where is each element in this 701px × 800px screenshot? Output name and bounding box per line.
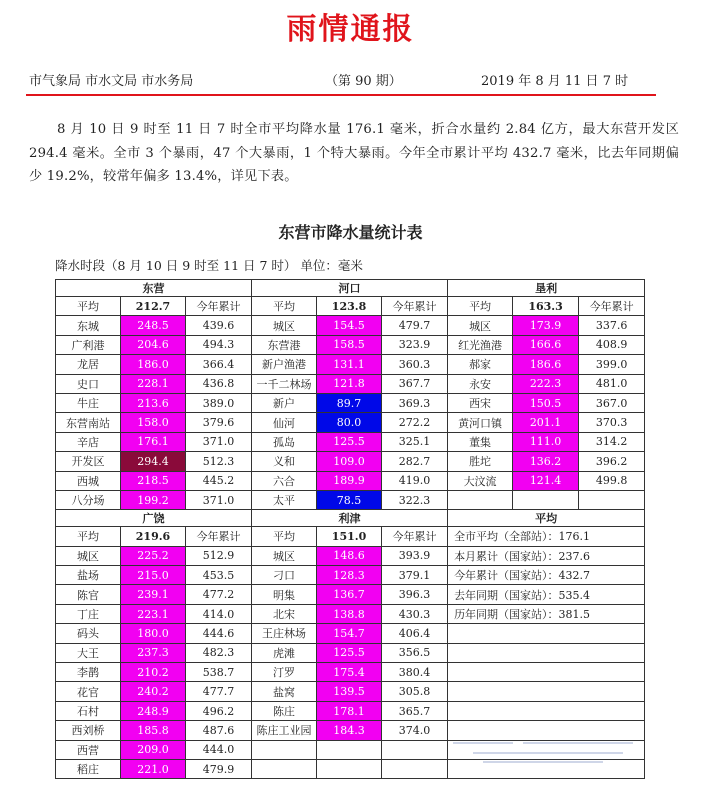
table-row <box>56 490 645 509</box>
rainfall-value: 125.5 <box>317 432 382 451</box>
rainfall-value: 199.2 <box>121 490 186 509</box>
table-row <box>56 393 645 412</box>
group-name: 垦利 <box>448 280 645 297</box>
group-average: 151.0 <box>317 527 382 546</box>
rainfall-value: 204.6 <box>121 335 186 354</box>
ytd-value: 379.6 <box>186 413 252 432</box>
rainfall-value: 138.8 <box>317 604 382 623</box>
rainfall-value: 209.0 <box>121 740 186 759</box>
station-name: 盐场 <box>56 566 121 585</box>
rainfall-value: 239.1 <box>121 585 186 604</box>
ytd-value: 419.0 <box>382 471 448 490</box>
rainfall-value: 154.5 <box>317 316 382 335</box>
station-name: 永安 <box>448 374 513 393</box>
stat-item: 历年同期（国家站）：381.5 <box>448 604 645 623</box>
group-header-row <box>56 280 645 297</box>
ytd-value: 282.7 <box>382 452 448 471</box>
station-name: 西宋 <box>448 393 513 412</box>
table-row <box>56 624 645 643</box>
ytd-value: 444.6 <box>186 624 252 643</box>
ytd-value: 479.7 <box>382 316 448 335</box>
station-name: 虎滩 <box>252 643 317 662</box>
station-name: 刁口 <box>252 566 317 585</box>
group-average-row <box>56 527 645 546</box>
table-row <box>56 643 645 662</box>
ytd-value: 367.0 <box>579 393 645 412</box>
rainfall-value: 240.2 <box>121 682 186 701</box>
table-row <box>56 701 645 720</box>
group-header-row <box>56 510 645 527</box>
watermark <box>453 738 643 766</box>
rainfall-value: 237.3 <box>121 643 186 662</box>
station-name: 红光渔港 <box>448 335 513 354</box>
ytd-value: 380.4 <box>382 663 448 682</box>
station-name: 东营港 <box>252 335 317 354</box>
rainfall-value: 178.1 <box>317 701 382 720</box>
ytd-value: 512.3 <box>186 452 252 471</box>
ytd-value: 408.9 <box>579 335 645 354</box>
rainfall-value: 148.6 <box>317 546 382 565</box>
station-name: 牛庄 <box>56 393 121 412</box>
stat-item: 去年同期（国家站）：535.4 <box>448 585 645 604</box>
stat-item: 今年累计（国家站）：432.7 <box>448 566 645 585</box>
header-rule <box>26 94 656 96</box>
station-name: 东城 <box>56 316 121 335</box>
table-row <box>56 604 645 623</box>
station-name: 新户 <box>252 393 317 412</box>
ytd-value: 369.3 <box>382 393 448 412</box>
station-name: 辛店 <box>56 432 121 451</box>
station-name: 陈庄 <box>252 701 317 720</box>
group-average-row <box>56 297 645 316</box>
table-row <box>56 471 645 490</box>
station-name: 汀罗 <box>252 663 317 682</box>
station-name: 花官 <box>56 682 121 701</box>
rainfall-value: 80.0 <box>317 413 382 432</box>
rainfall-value <box>317 740 382 759</box>
rainfall-value: 210.2 <box>121 663 186 682</box>
rainfall-value: 109.0 <box>317 452 382 471</box>
rainfall-value: 89.7 <box>317 393 382 412</box>
ytd-label: 今年累计 <box>186 527 252 546</box>
ytd-value: 436.8 <box>186 374 252 393</box>
ytd-value: 482.3 <box>186 643 252 662</box>
rainfall-value: 128.3 <box>317 566 382 585</box>
ytd-value: 396.2 <box>579 452 645 471</box>
station-name: 广利港 <box>56 335 121 354</box>
ytd-value: 365.7 <box>382 701 448 720</box>
rainfall-value: 139.5 <box>317 682 382 701</box>
ytd-value: 538.7 <box>186 663 252 682</box>
group-name: 东营 <box>56 280 252 297</box>
rainfall-value: 158.0 <box>121 413 186 432</box>
ytd-label: 今年累计 <box>579 297 645 316</box>
ytd-value: 314.2 <box>579 432 645 451</box>
rainfall-value: 223.1 <box>121 604 186 623</box>
ytd-value: 370.3 <box>579 413 645 432</box>
ytd-value: 494.3 <box>186 335 252 354</box>
station-name: 开发区 <box>56 452 121 471</box>
rainfall-value: 186.6 <box>513 355 579 374</box>
rainfall-value: 136.7 <box>317 585 382 604</box>
station-name: 李鹊 <box>56 663 121 682</box>
station-name: 西刘桥 <box>56 721 121 740</box>
table-row <box>56 452 645 471</box>
report-title: 雨情通报 <box>286 12 415 47</box>
ytd-value: 272.2 <box>382 413 448 432</box>
empty-cell <box>448 624 645 643</box>
ytd-value: 499.8 <box>579 471 645 490</box>
ytd-value: 479.9 <box>186 759 252 778</box>
ytd-value: 393.9 <box>382 546 448 565</box>
ytd-value: 487.6 <box>186 721 252 740</box>
station-name: 八分场 <box>56 490 121 509</box>
rainfall-value: 186.0 <box>121 355 186 374</box>
station-name: 稻庄 <box>56 759 121 778</box>
ytd-value: 371.0 <box>186 432 252 451</box>
ytd-value: 439.6 <box>186 316 252 335</box>
station-name: 东营南站 <box>56 413 121 432</box>
rainfall-value: 201.1 <box>513 413 579 432</box>
group-name: 河口 <box>252 280 448 297</box>
rainfall-value <box>317 759 382 778</box>
ytd-value: 325.1 <box>382 432 448 451</box>
rainfall-value: 125.5 <box>317 643 382 662</box>
average-label: 平均 <box>448 297 513 316</box>
group-average: 123.8 <box>317 297 382 316</box>
ytd-value: 512.9 <box>186 546 252 565</box>
report-meta <box>29 70 659 90</box>
ytd-value: 414.0 <box>186 604 252 623</box>
ytd-value: 399.0 <box>579 355 645 374</box>
table-row <box>56 566 645 585</box>
station-name: 北宋 <box>252 604 317 623</box>
ytd-value: 366.4 <box>186 355 252 374</box>
table-row <box>56 374 645 393</box>
ytd-value: 374.0 <box>382 721 448 740</box>
station-name: 郝家 <box>448 355 513 374</box>
issuers: 市气象局 市水文局 市水务局 <box>29 74 194 89</box>
ytd-value: 360.3 <box>382 355 448 374</box>
ytd-value: 453.5 <box>186 566 252 585</box>
ytd-value <box>579 490 645 509</box>
station-name: 石村 <box>56 701 121 720</box>
rainfall-value: 166.6 <box>513 335 579 354</box>
station-name: 义和 <box>252 452 317 471</box>
station-name: 城区 <box>56 546 121 565</box>
station-name: 码头 <box>56 624 121 643</box>
summary-paragraph: 8 月 10 日 9 时至 11 日 7 时全市平均降水量 176.1 毫米，折合水量约 2.84 亿方，最大东营开发区 294.4 毫米。全市 3 个暴雨，47 个大暴雨，1 个特大暴雨。今年全市累计平均 432.7 毫米，比去年同期偏少 19.2%，较常年偏多 13.4%，详见下表。 <box>29 122 679 184</box>
ytd-value: 323.9 <box>382 335 448 354</box>
issue-number: （第 90 期） <box>325 74 402 89</box>
rainfall-value: 111.0 <box>513 432 579 451</box>
ytd-label: 今年累计 <box>382 527 448 546</box>
station-name: 黄河口镇 <box>448 413 513 432</box>
rainfall-value: 248.9 <box>121 701 186 720</box>
station-name: 太平 <box>252 490 317 509</box>
ytd-value: 367.7 <box>382 374 448 393</box>
station-name: 陈官 <box>56 585 121 604</box>
ytd-value: 337.6 <box>579 316 645 335</box>
ytd-value: 477.7 <box>186 682 252 701</box>
station-name: 西城 <box>56 471 121 490</box>
rainfall-value: 213.6 <box>121 393 186 412</box>
ytd-value: 322.3 <box>382 490 448 509</box>
rainfall-value: 78.5 <box>317 490 382 509</box>
station-name: 董集 <box>448 432 513 451</box>
station-name: 明集 <box>252 585 317 604</box>
table-title: 东营市降水量统计表 <box>278 223 423 242</box>
station-name: 史口 <box>56 374 121 393</box>
ytd-label: 今年累计 <box>382 297 448 316</box>
station-name: 盐窝 <box>252 682 317 701</box>
ytd-value: 496.2 <box>186 701 252 720</box>
station-name: 孤岛 <box>252 432 317 451</box>
rainfall-value: 294.4 <box>121 452 186 471</box>
average-label: 平均 <box>56 297 121 316</box>
ytd-value: 371.0 <box>186 490 252 509</box>
rainfall-value: 225.2 <box>121 546 186 565</box>
rainfall-value: 173.9 <box>513 316 579 335</box>
rainfall-value: 222.3 <box>513 374 579 393</box>
station-name: 西营 <box>56 740 121 759</box>
rainfall-value: 248.5 <box>121 316 186 335</box>
average-label: 平均 <box>252 527 317 546</box>
rainfall-value: 184.3 <box>317 721 382 740</box>
stats-header: 平均 <box>448 510 645 527</box>
station-name: 城区 <box>252 546 317 565</box>
station-name: 六合 <box>252 471 317 490</box>
average-label: 平均 <box>56 527 121 546</box>
rainfall-value: 150.5 <box>513 393 579 412</box>
table-row <box>56 432 645 451</box>
rainfall-value <box>513 490 579 509</box>
rainfall-value: 215.0 <box>121 566 186 585</box>
stat-item: 全市平均（全部站）：176.1 <box>448 527 645 546</box>
ytd-value: 477.2 <box>186 585 252 604</box>
rainfall-value: 221.0 <box>121 759 186 778</box>
rainfall-value: 121.8 <box>317 374 382 393</box>
ytd-value: 396.3 <box>382 585 448 604</box>
ytd-value <box>382 740 448 759</box>
rainfall-value: 218.5 <box>121 471 186 490</box>
station-name: 大汶流 <box>448 471 513 490</box>
rainfall-value: 176.1 <box>121 432 186 451</box>
table-row <box>56 335 645 354</box>
ytd-value: 444.0 <box>186 740 252 759</box>
ytd-value: 481.0 <box>579 374 645 393</box>
station-name: 新户渔港 <box>252 355 317 374</box>
group-average: 163.3 <box>513 297 579 316</box>
empty-cell <box>448 701 645 720</box>
table-row <box>56 546 645 565</box>
station-name: 胜坨 <box>448 452 513 471</box>
rainfall-value: 189.9 <box>317 471 382 490</box>
empty-cell <box>448 682 645 701</box>
station-name <box>252 759 317 778</box>
station-name: 大王 <box>56 643 121 662</box>
ytd-value: 356.5 <box>382 643 448 662</box>
table-row <box>56 413 645 432</box>
ytd-value: 406.4 <box>382 624 448 643</box>
rainfall-value: 185.8 <box>121 721 186 740</box>
station-name: 丁庄 <box>56 604 121 623</box>
rainfall-value: 175.4 <box>317 663 382 682</box>
issue-date: 2019 年 8 月 11 日 7 时 <box>481 74 629 89</box>
empty-cell <box>448 663 645 682</box>
average-label: 平均 <box>252 297 317 316</box>
station-name: 陈庄工业园 <box>252 721 317 740</box>
ytd-value: 305.8 <box>382 682 448 701</box>
ytd-value <box>382 759 448 778</box>
ytd-value: 445.2 <box>186 471 252 490</box>
table-row <box>56 355 645 374</box>
group-name: 广饶 <box>56 510 252 527</box>
empty-cell <box>448 643 645 662</box>
ytd-value: 430.3 <box>382 604 448 623</box>
station-name: 城区 <box>252 316 317 335</box>
rainfall-value: 131.1 <box>317 355 382 374</box>
station-name <box>448 490 513 509</box>
table-row <box>56 585 645 604</box>
station-name: 一千二林场 <box>252 374 317 393</box>
table-row <box>56 682 645 701</box>
station-name <box>252 740 317 759</box>
rainfall-table <box>55 279 645 779</box>
stat-item: 本月累计（国家站）：237.6 <box>448 546 645 565</box>
rainfall-value: 121.4 <box>513 471 579 490</box>
ytd-label: 今年累计 <box>186 297 252 316</box>
rainfall-value: 228.1 <box>121 374 186 393</box>
rainfall-value: 158.5 <box>317 335 382 354</box>
ytd-value: 389.0 <box>186 393 252 412</box>
table-row <box>56 316 645 335</box>
station-name: 龙居 <box>56 355 121 374</box>
group-name: 利津 <box>252 510 448 527</box>
group-average: 212.7 <box>121 297 186 316</box>
ytd-value: 379.1 <box>382 566 448 585</box>
station-name: 仙河 <box>252 413 317 432</box>
rainfall-value: 180.0 <box>121 624 186 643</box>
rainfall-value: 154.7 <box>317 624 382 643</box>
table-row <box>56 663 645 682</box>
station-name: 王庄林场 <box>252 624 317 643</box>
group-average: 219.6 <box>121 527 186 546</box>
rainfall-value: 136.2 <box>513 452 579 471</box>
table-subtitle: 降水时段（8 月 10 日 9 时至 11 日 7 时） 单位：毫米 <box>55 258 363 273</box>
station-name: 城区 <box>448 316 513 335</box>
